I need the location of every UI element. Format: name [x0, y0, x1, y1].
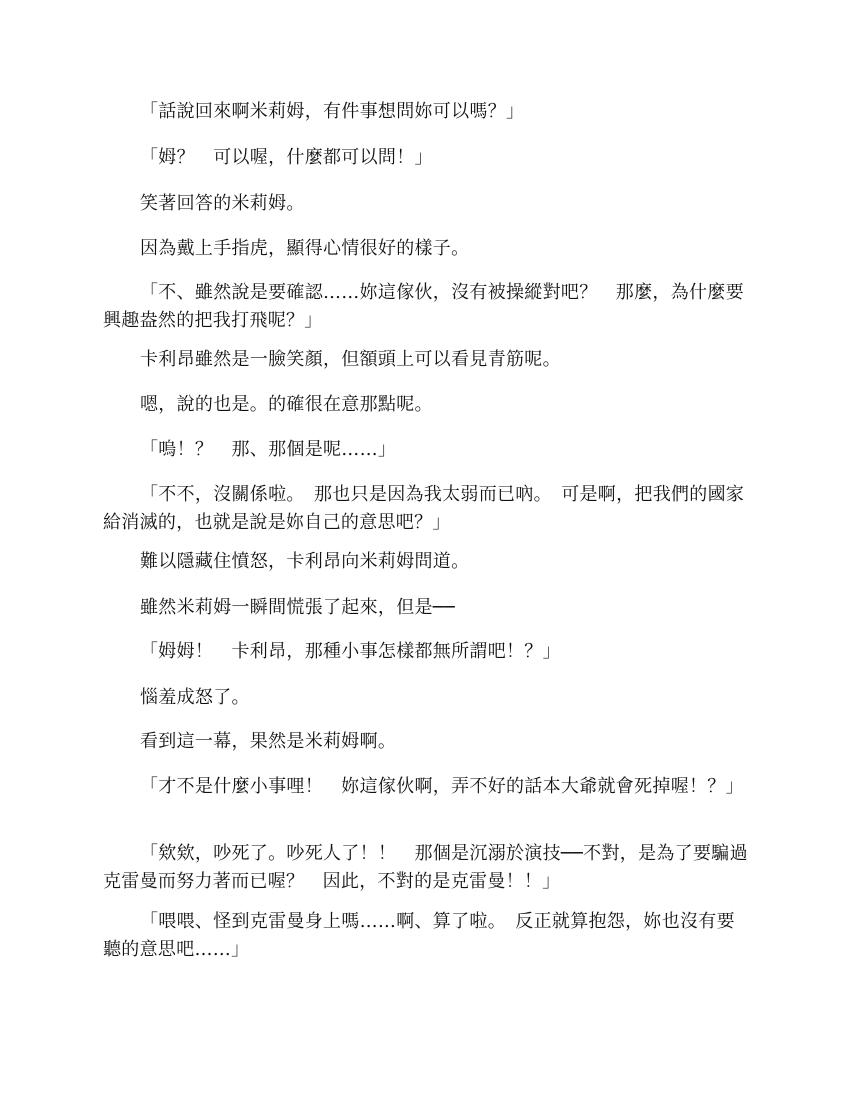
paragraph-9: 「不不，沒關係啦。 那也只是因為我太弱而已吶。 可是啊，把我們的國家給消滅的，也就是說是妳自己的意思吧？」: [103, 484, 745, 533]
paragraph-8: 「嗚！？ 那、那個是呢……」: [140, 439, 397, 460]
paragraph-10: 難以隱藏住憤怒，卡利昂向米莉姆問道。: [140, 551, 470, 572]
paragraph-12: 「姆姆！ 卡利昂，那種小事怎樣都無所謂吧！？」: [140, 641, 561, 662]
paragraph-6: 卡利昂雖然是一臉笑顏，但額頭上可以看見青筋呢。: [140, 349, 561, 370]
paragraph-16: 「欸欸，吵死了。吵死人了！！ 那個是沉溺於演技──不對，是為了要騙過克雷曼而努力著而已喔？ 因此，不對的是克雷曼！！」: [103, 843, 748, 892]
paragraph-15: 「才不是什麼小事哩！ 妳這傢伙啊，弄不好的話本大爺就會死掉喔！？」: [140, 776, 744, 797]
paragraph-2: 「姆？ 可以喔，什麼都可以問！」: [140, 147, 433, 168]
paragraph-7: 嗯，說的也是。的確很在意那點呢。: [140, 394, 433, 415]
paragraph-17: 「喂喂、怪到克雷曼身上嗎……啊、算了啦。 反正就算抱怨，妳也沒有要聽的意思吧……」: [103, 911, 735, 960]
paragraph-14: 看到這一幕，果然是米莉姆啊。: [140, 731, 397, 752]
paragraph-11: 雖然米莉姆一瞬間慌張了起來，但是──: [140, 597, 456, 618]
paragraph-3: 笑著回答的米莉姆。: [140, 193, 305, 214]
paragraph-5: 「不、雖然說是要確認……妳這傢伙，沒有被操縱對吧？ 那麼，為什麼要興趣盎然的把我打飛呢？」: [103, 282, 744, 331]
paragraph-1: 「話說回來啊米莉姆，有件事想問妳可以嗎？」: [140, 101, 525, 122]
paragraph-13: 惱羞成怒了。: [140, 687, 250, 708]
paragraph-4: 因為戴上手指虎，顯得心情很好的樣子。: [140, 238, 470, 259]
